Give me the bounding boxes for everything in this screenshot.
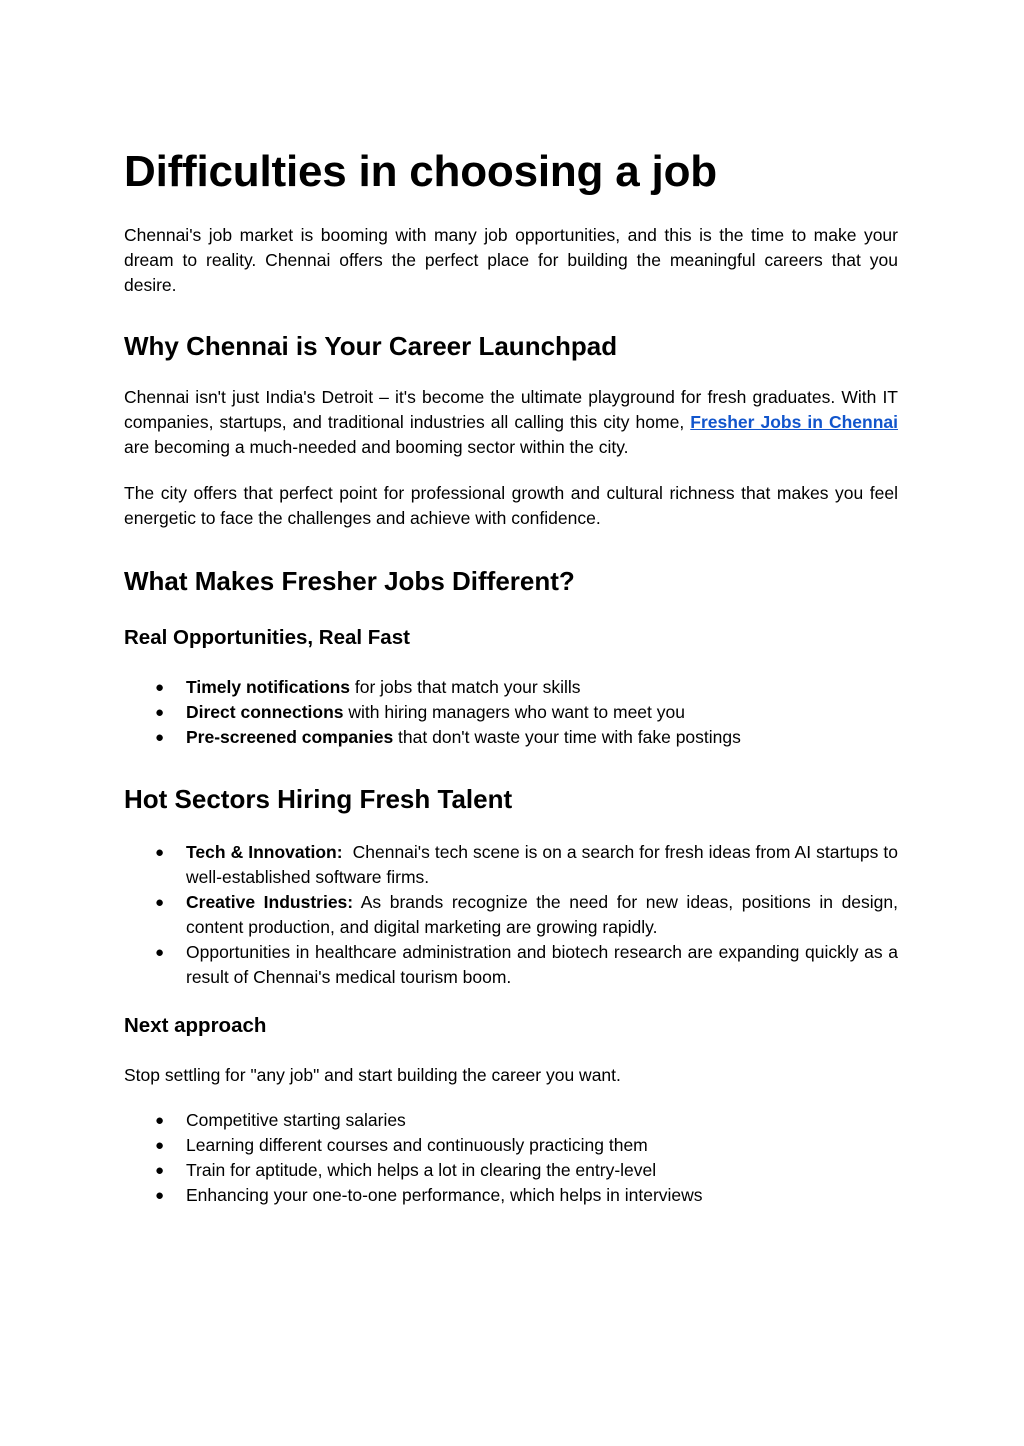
subheading-real-opportunities: Real Opportunities, Real Fast xyxy=(124,626,410,649)
bullet-icon: ● xyxy=(155,1112,165,1129)
section-heading-hot-sectors: Hot Sectors Hiring Fresh Talent xyxy=(124,784,513,814)
bullet-icon: ● xyxy=(155,1137,165,1154)
list-item xyxy=(124,890,898,940)
next-approach-paragraph: Stop settling for "any job" and start building the career you want. xyxy=(124,1065,621,1085)
intro-paragraph: Chennai's job market is booming with many job opportunities, and this is the time to make your dream to reality. Chennai offers the perfect place for building the meaningful careers that you desire. xyxy=(124,225,898,295)
list-item-bold: Pre-screened companies xyxy=(186,727,394,747)
list-item-text: Enhancing your one-to-one performance, which helps in interviews xyxy=(186,1185,703,1205)
list-item-text: Opportunities in healthcare administration and biotech research are expanding quickly as a result of Chennai's medical tourism boom. xyxy=(186,942,898,987)
list-item xyxy=(124,940,898,990)
list-item-bold: Tech & Innovation: xyxy=(186,842,343,862)
section-heading-career-launchpad: Why Chennai is Your Career Launchpad xyxy=(124,331,618,361)
list-item-text: with hiring managers who want to meet you xyxy=(343,702,685,722)
list-item xyxy=(124,840,903,890)
bullet-icon: ● xyxy=(155,729,165,746)
bullet-icon: ● xyxy=(155,844,165,861)
opportunities-list xyxy=(124,675,898,750)
subheading-next-approach: Next approach xyxy=(124,1014,267,1037)
paragraph-text: Chennai isn't just India's Detroit – it's become the ultimate playground for fresh graduates. With IT companies, startups, and traditional industries all calling this city home, xyxy=(124,387,898,432)
bullet-icon: ● xyxy=(155,894,165,911)
list-item-text: Competitive starting salaries xyxy=(186,1110,406,1130)
hot-sectors-list xyxy=(124,840,903,990)
next-approach-list xyxy=(124,1108,898,1208)
bullet-icon: ● xyxy=(155,944,165,961)
bullet-icon: ● xyxy=(155,1187,165,1204)
list-item xyxy=(124,1108,898,1133)
city-growth-paragraph: The city offers that perfect point for professional growth and cultural richness that makes you feel energetic to face the challenges and achieve with confidence. xyxy=(124,483,898,528)
bullet-icon: ● xyxy=(155,679,165,696)
list-item-text: Train for aptitude, which helps a lot in clearing the entry-level xyxy=(186,1160,657,1180)
bullet-icon: ● xyxy=(155,704,165,721)
list-item-text: for jobs that match your skills xyxy=(350,677,581,697)
career-launchpad-paragraph xyxy=(124,385,898,460)
list-item xyxy=(124,1133,898,1158)
list-item xyxy=(124,1158,898,1183)
list-item xyxy=(124,700,898,725)
section-heading-fresher-jobs-different: What Makes Fresher Jobs Different? xyxy=(124,566,575,596)
fresher-jobs-link[interactable]: Fresher Jobs in Chennai xyxy=(690,412,899,432)
list-item xyxy=(124,1183,898,1208)
list-item-bold: Creative Industries: xyxy=(186,892,354,912)
list-item-bold: Direct connections xyxy=(186,702,344,722)
list-item xyxy=(124,675,898,700)
page-title: Difficulties in choosing a job xyxy=(124,147,717,196)
paragraph-text: are becoming a much-needed and booming sector within the city. xyxy=(124,437,629,457)
list-item-text: As brands recognize the need for new ideas, positions in design, content production, and digital marketing are growing rapidly. xyxy=(186,892,899,937)
list-item xyxy=(124,725,898,750)
bullet-icon: ● xyxy=(155,1162,165,1179)
list-item-text: Chennai's tech scene is on a search for fresh ideas from AI startups to well-established software firms. xyxy=(186,842,903,887)
list-item-text: that don't waste your time with fake postings xyxy=(393,727,741,747)
list-item-text: Learning different courses and continuously practicing them xyxy=(186,1135,648,1155)
list-item-bold: Timely notifications xyxy=(186,677,351,697)
